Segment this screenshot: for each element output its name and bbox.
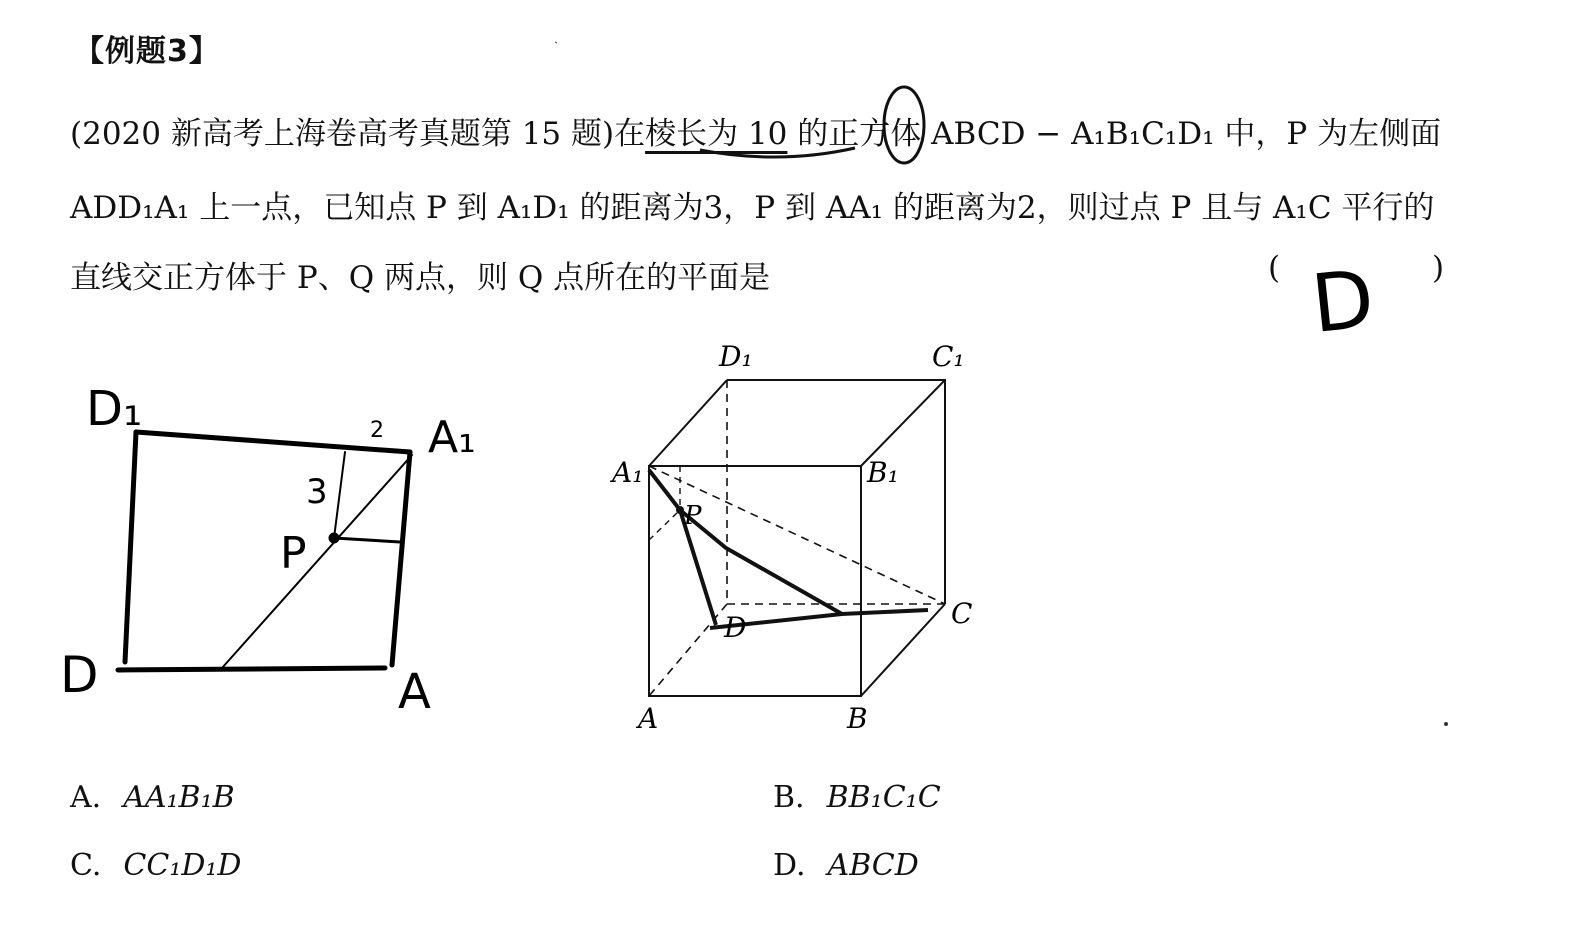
option-a-value: AA₁B₁B	[123, 780, 235, 815]
cube-label-a1: A₁	[612, 456, 644, 489]
circled-character: 正	[828, 116, 860, 152]
sketch-point-p	[329, 533, 339, 543]
cube-hidden-edges	[649, 380, 945, 696]
option-b-letter: B.	[773, 780, 805, 815]
cube-label-d: D	[724, 611, 747, 644]
speck	[555, 42, 557, 43]
option-b-value: BB₁C₁C	[826, 780, 941, 815]
sketch-label-p: P	[280, 528, 307, 579]
question-text: 的	[787, 116, 829, 152]
answer-bracket-close: )	[1432, 250, 1445, 286]
question-text: 方体 ABCD − A₁B₁C₁D₁ 中，P 为左侧面	[859, 116, 1442, 152]
sketch-label-a1: A₁	[428, 412, 476, 463]
cube-label-b: B	[847, 702, 868, 735]
cube-front-face	[649, 466, 861, 696]
cube-figure	[649, 380, 945, 696]
option-d[interactable]	[773, 848, 919, 883]
hand-sketch	[118, 432, 412, 670]
cube-label-a: A	[638, 702, 659, 735]
sketch-left-edge	[125, 432, 136, 662]
sketch-top-edge	[136, 432, 410, 452]
question-source: (2020 新高考上海卷高考真题第 15 题)在	[70, 116, 646, 152]
option-c-value: CC₁D₁D	[123, 848, 242, 883]
cube-label-c: C	[951, 597, 973, 630]
option-d-value: ABCD	[827, 848, 919, 883]
example-header: 【例题3】	[74, 34, 220, 69]
cube-side-edges	[649, 380, 945, 696]
option-b[interactable]	[773, 780, 941, 815]
sketch-right-edge	[392, 452, 410, 665]
handwritten-answer: D	[1307, 252, 1379, 351]
sketch-distance-2	[334, 538, 400, 542]
sketch-distance-3	[334, 452, 345, 538]
question-line-2: ADD₁A₁ 上一点，已知点 P 到 A₁D₁ 的距离为3，P 到 AA₁ 的距离为2，则过点 P 且与 A₁C 平行的	[70, 190, 1435, 226]
sketch-bottom-edge	[118, 668, 385, 670]
speck	[1444, 722, 1448, 726]
cube-label-c1: C₁	[932, 340, 965, 373]
handwritten-circle	[884, 87, 924, 163]
question-line-3: 直线交正方体于 P、Q 两点，则 Q 点所在的平面是	[70, 260, 771, 296]
underlined-edge-length: 棱长为 10	[645, 116, 788, 152]
sketch-label-3: 3	[306, 472, 328, 512]
option-c-letter: C.	[70, 848, 102, 883]
cube-point-p	[676, 506, 684, 514]
answer-bracket-open: (	[1268, 250, 1281, 286]
diagonal-a1c	[649, 466, 945, 604]
sketch-label-d: D	[60, 646, 99, 704]
sketch-label-2: 2	[370, 418, 384, 443]
option-a-letter: A.	[70, 780, 102, 815]
option-c[interactable]	[70, 848, 242, 883]
cube-label-d1: D₁	[719, 340, 753, 373]
cube-label-p: P	[684, 501, 702, 531]
option-a[interactable]	[70, 780, 235, 815]
sketch-label-a: A	[398, 664, 431, 720]
option-d-letter: D.	[773, 848, 806, 883]
sketch-label-d1: D₁	[86, 381, 143, 437]
handwritten-underline	[700, 148, 855, 157]
cube-label-b1: B₁	[867, 456, 899, 489]
